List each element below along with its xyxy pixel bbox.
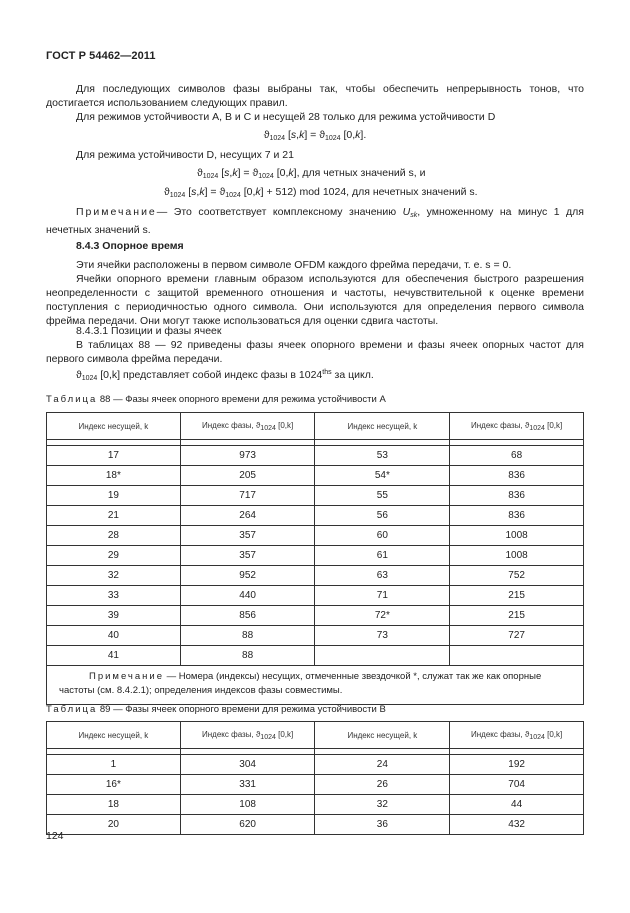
carrier-index-cell: 1 [47,755,181,775]
paragraph-purpose: Ячейки опорного времени главным образом используются для обеспечения быстрого разрешения неопределенности с защитой временного отношения и частоты, нечувствительной к оценке времени поступления с периодичностью одного символа. Они используются для определения первого символа фрейма передачи. Они могут также использоваться для оценки сдвига частоты. [46,273,584,327]
phase-index-cell: 88 [180,646,315,666]
phase-index-cell: 192 [450,755,584,775]
phase-index-cell [450,646,584,666]
carrier-index-cell: 21 [47,506,181,526]
paragraph-tables: В таблицах 88 — 92 приведены фазы ячеек опорного времени и фазы ячеек опорных частот для первого символа фрейма передачи. [46,339,584,365]
phase-index-cell: 205 [180,466,315,486]
header-phase-index: Индекс фазы, ϑ1024 [0,k] [180,722,315,749]
carrier-index-cell: 55 [315,486,450,506]
note-usk: Примечание— Это соответствует комплексному значению $U_{sk}$, умноженному на минус 1 для нечетных значений s. [46,206,584,236]
subsection-title: 8.4.3.1 Позиции и фазы ячеек [76,325,222,337]
table-row [47,546,584,566]
table88-header-row [47,413,584,440]
carrier-index-cell: 29 [47,546,181,566]
carrier-index-cell: 19 [47,486,181,506]
table89-caption: Таблица 89 — Фазы ячеек опорного времени для режима устойчивости В [46,704,386,715]
paragraph-continuity: Для последующих символов фазы выбраны так, чтобы обеспечить непрерывность тонов, что достигается использованием следующих правил. [46,83,584,109]
carrier-index-cell: 18 [47,795,181,815]
table-row [47,775,584,795]
formula-3: $ϑ_{1024}$ $[s,k] = ϑ_{1024}$ [0,k] + 512) mod 1024, для нечетных значений s. [164,186,478,199]
header-phase-index: Индекс фазы, ϑ1024 [0,k] [180,413,315,440]
carrier-index-cell: 41 [47,646,181,666]
section-title: 8.4.3 Опорное время [76,240,184,252]
carrier-index-cell: 26 [315,775,450,795]
table-row [47,586,584,606]
carrier-index-cell: 18* [47,466,181,486]
table-row [47,795,584,815]
phase-index-cell: 264 [180,506,315,526]
table-row [47,755,584,775]
phase-index-cell: 108 [180,795,315,815]
phase-index-cell: 440 [180,586,315,606]
header-phase-index: Индекс фазы, ϑ1024 [0,k] [450,722,584,749]
table89-header-row [47,722,584,749]
phase-index-cell: 44 [450,795,584,815]
carrier-index-cell: 39 [47,606,181,626]
paragraph-modes-abc: Для режимов устойчивости А, В и С и несущей 28 только для режима устойчивости D [76,111,496,123]
carrier-index-cell: 63 [315,566,450,586]
phase-index-cell: 68 [450,446,584,466]
phase-index-cell: 704 [450,775,584,795]
carrier-index-cell: 17 [47,446,181,466]
carrier-index-cell: 40 [47,626,181,646]
phase-index-cell: 952 [180,566,315,586]
phase-index-cell: 752 [450,566,584,586]
table-89 [46,721,584,835]
carrier-index-cell: 33 [47,586,181,606]
table-note-row [47,666,584,705]
table-row [47,815,584,835]
phase-index-cell: 304 [180,755,315,775]
phase-index-cell: 973 [180,446,315,466]
carrier-index-cell: 32 [315,795,450,815]
phase-index-cell: 215 [450,586,584,606]
phase-index-cell: 88 [180,626,315,646]
carrier-index-cell: 60 [315,526,450,546]
header-phase-index: Индекс фазы, ϑ1024 [0,k] [450,413,584,440]
carrier-index-cell: 61 [315,546,450,566]
paragraph-mode-d: Для режима устойчивости D, несущих 7 и 21 [76,149,294,161]
header-carrier-index: Индекс несущей, k [47,413,181,440]
table-row [47,606,584,626]
paragraph-phase-index: $ϑ_{1024}$ [0,k] представляет собой индекс фазы в $1024^{ths}$ за цикл. [76,369,374,382]
phase-index-cell: 357 [180,546,315,566]
phase-index-cell: 620 [180,815,315,835]
carrier-index-cell: 71 [315,586,450,606]
phase-index-cell: 331 [180,775,315,795]
carrier-index-cell: 32 [47,566,181,586]
table-row [47,466,584,486]
table-row [47,506,584,526]
carrier-index-cell [315,646,450,666]
page-number: 124 [46,830,64,842]
phase-index-cell: 215 [450,606,584,626]
carrier-index-cell: 53 [315,446,450,466]
header-carrier-index: Индекс несущей, k [315,413,450,440]
table-row [47,646,584,666]
carrier-index-cell: 20 [47,815,181,835]
phase-index-cell: 357 [180,526,315,546]
table-row [47,446,584,466]
header-carrier-index: Индекс несущей, k [315,722,450,749]
phase-index-cell: 856 [180,606,315,626]
carrier-index-cell: 24 [315,755,450,775]
table-row [47,526,584,546]
table-88 [46,412,584,705]
note-label: Примечание [76,206,157,218]
phase-index-cell: 727 [450,626,584,646]
carrier-index-cell: 73 [315,626,450,646]
table-note: Примечание — Номера (индексы) несущих, отмеченные звездочкой *, служат так же как опорные частоты (см. 8.4.2.1); определения индексов фазы совместимы. [47,666,584,705]
carrier-index-cell: 36 [315,815,450,835]
carrier-index-cell: 72* [315,606,450,626]
carrier-index-cell: 16* [47,775,181,795]
paragraph-location: Эти ячейки расположены в первом символе OFDM каждого фрейма передачи, т. е. s = 0. [76,259,512,271]
table-row [47,486,584,506]
phase-index-cell: 432 [450,815,584,835]
phase-index-cell: 717 [180,486,315,506]
phase-index-cell: 1008 [450,546,584,566]
header-carrier-index: Индекс несущей, k [47,722,181,749]
carrier-index-cell: 56 [315,506,450,526]
document-header: ГОСТ Р 54462—2011 [46,50,156,62]
table88-caption: Таблица 88 — Фазы ячеек опорного времени для режима устойчивости А [46,394,386,405]
phase-index-cell: 836 [450,466,584,486]
carrier-index-cell: 54* [315,466,450,486]
formula-1: $ϑ_{1024}$ $[s,k] = ϑ_{1024}$ [0,k]. [263,129,367,142]
carrier-index-cell: 28 [47,526,181,546]
phase-index-cell: 836 [450,486,584,506]
phase-index-cell: 836 [450,506,584,526]
table-row [47,626,584,646]
table-row [47,566,584,586]
phase-index-cell: 1008 [450,526,584,546]
formula-2: $ϑ_{1024}$ $[s,k] = ϑ_{1024}$ [0,k], для четных значений s, и [197,167,426,180]
